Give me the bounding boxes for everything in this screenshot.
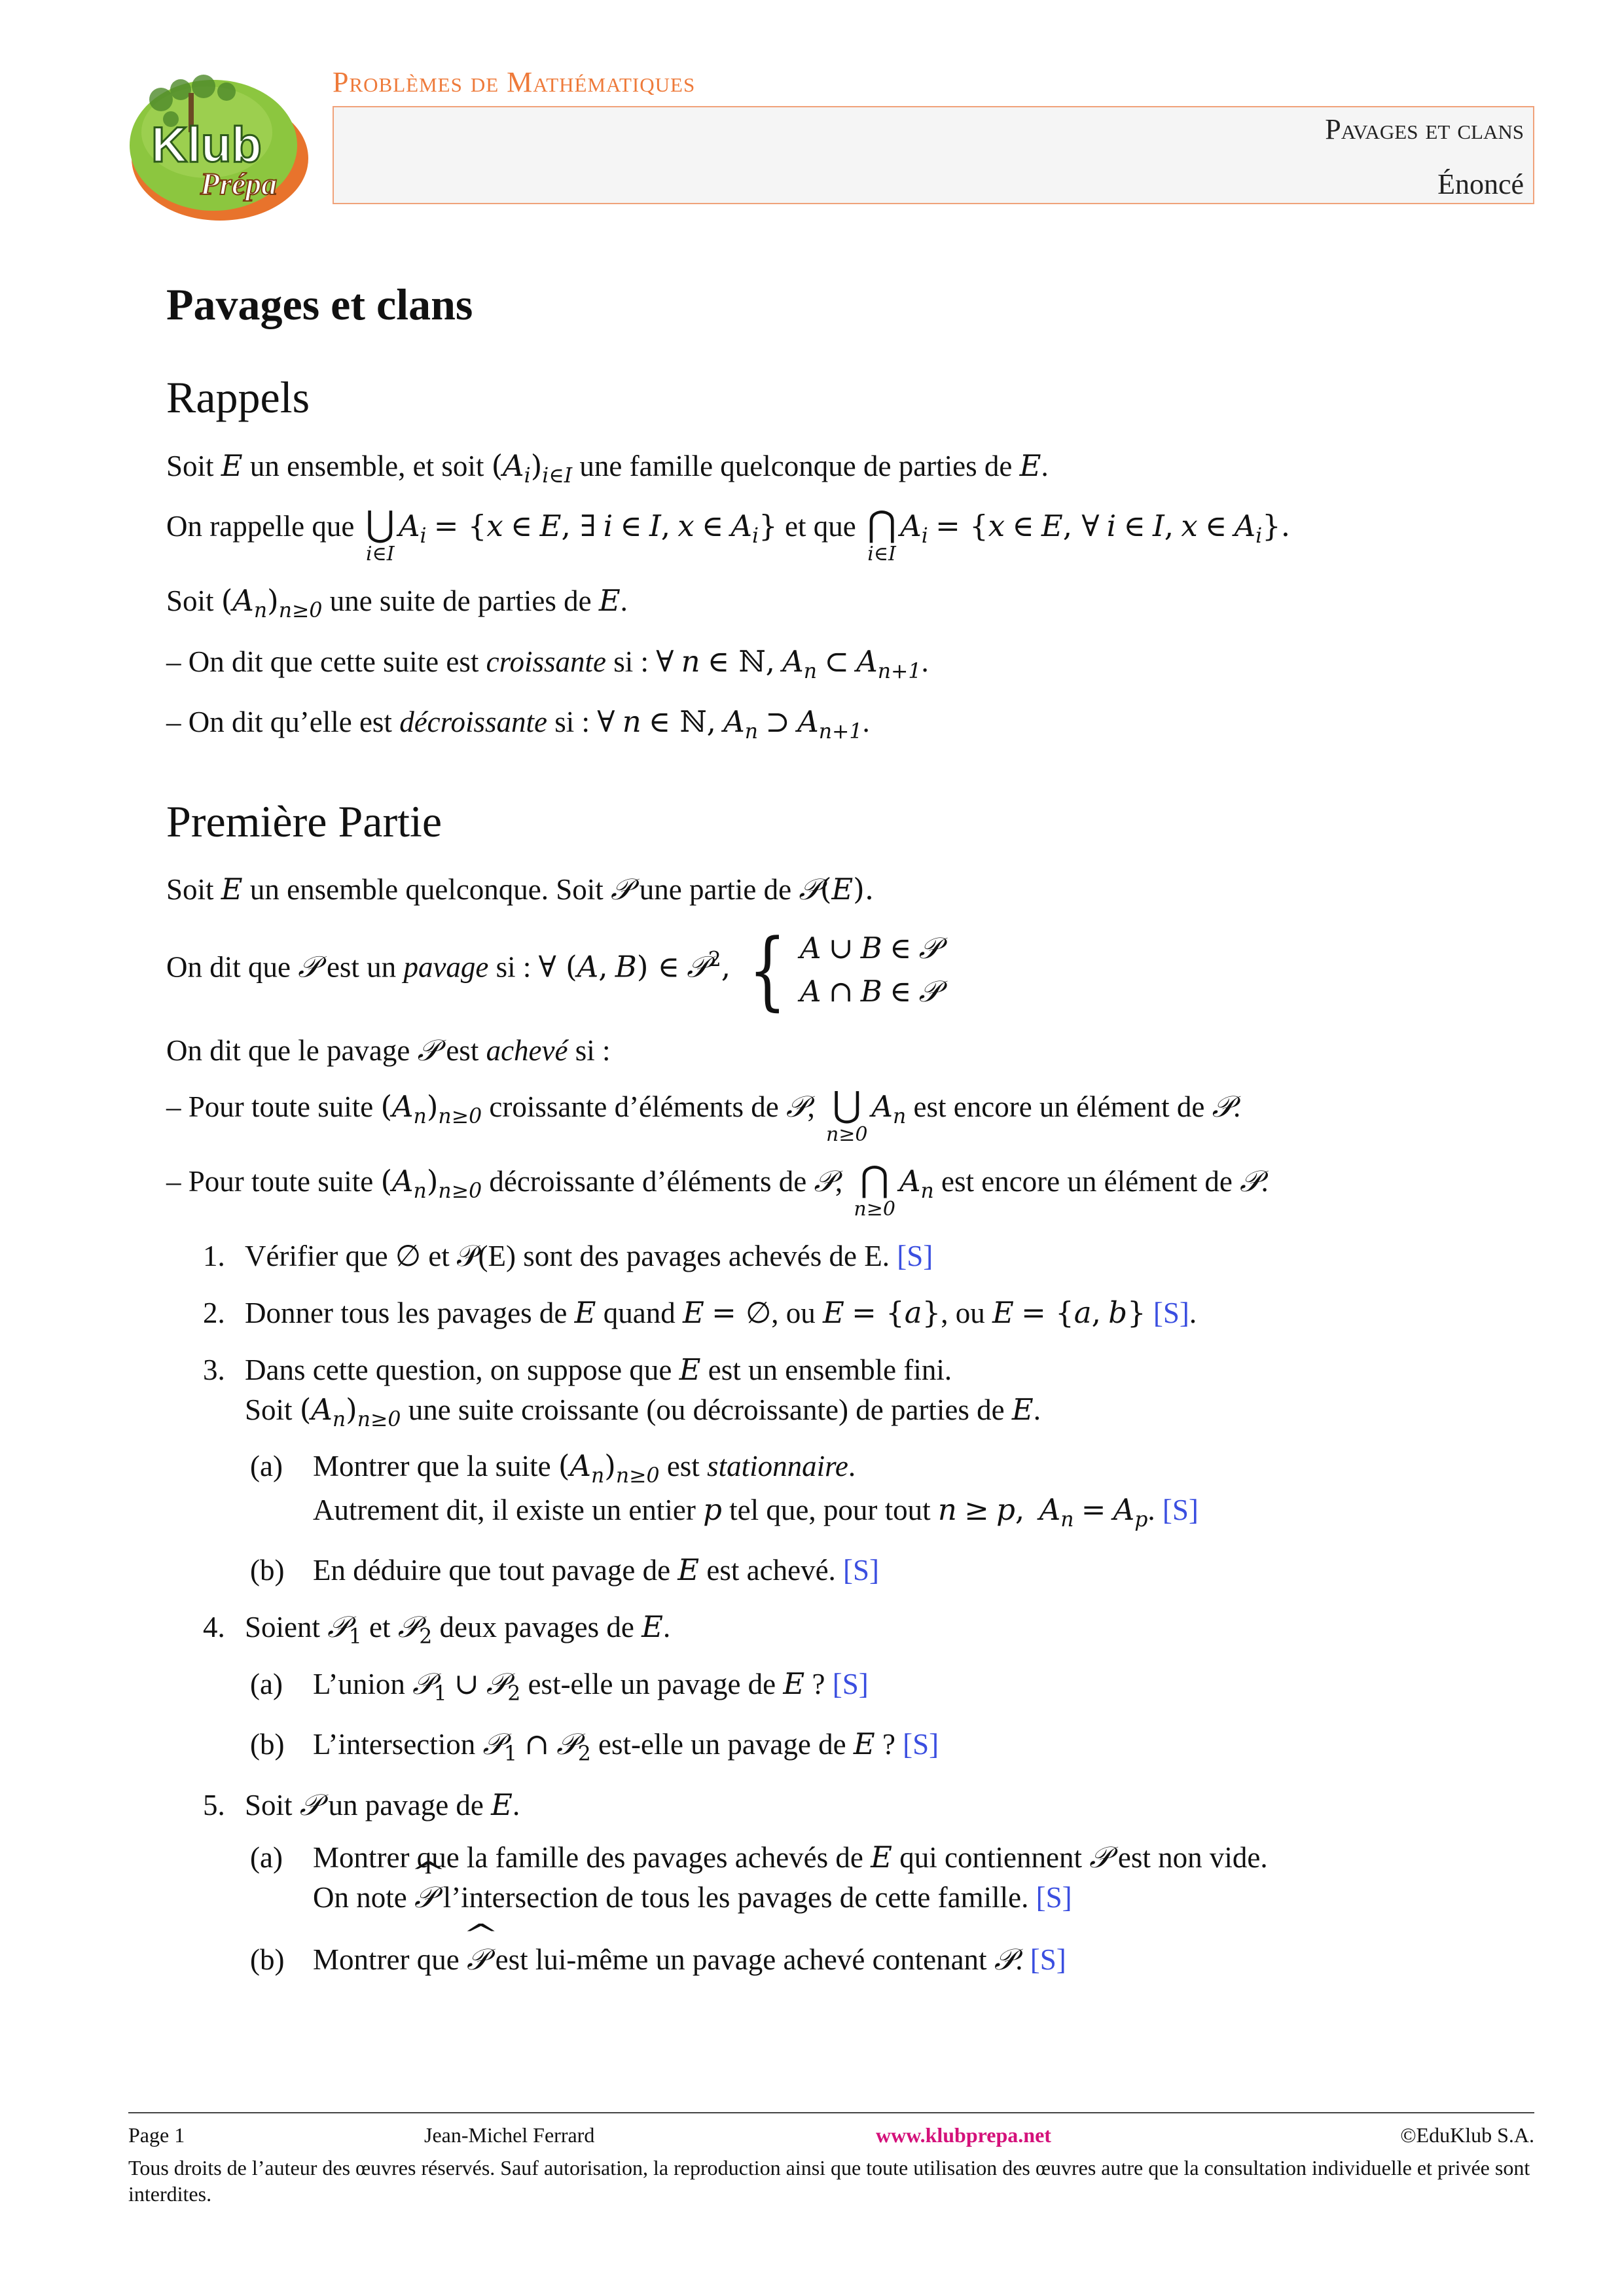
question-4-sublist [245, 1664, 1534, 1768]
rappels-decroissante: – On dit qu’elle est décroissante si : ∀ n ∈ ℕ, $A_n$ ⊃ $A_{n+1}$. [166, 704, 870, 744]
solution-link-q5b[interactable]: [S] [1030, 1943, 1066, 1976]
partie1-acheve-definition: On dit que le pavage 𝒫 est achevé si : [166, 1032, 611, 1067]
question-4b: (b) L’intersection 𝒫$_1$ ∩ 𝒫$_2$ est-elle un pavage de E ? [S] [250, 1727, 939, 1767]
footer-author: Jean-Michel Ferrard [424, 2123, 595, 2147]
question-3a: (a) Montrer que la suite $(A_n)_{n\ge 0}$ est stationnaire. Autrement dit, il existe un entier p tel que, pour tout n ≥ p, $A_n = A_p$. [S] [250, 1448, 1199, 1532]
footer-rights-notice: Tous droits de l’auteur des œuvres réservés. Sauf autorisation, la reproduction ainsi que toute utilisation des œuvres autre que la consultation individuelle et privée sont interdites. [128, 2156, 1530, 2206]
question-5b: (b) Montrer que ^ 𝒫 est lui-même un pavage achevé contenant 𝒫. [S] [241, 1940, 1530, 1980]
solution-link-q1[interactable]: [S] [897, 1240, 933, 1273]
solution-link-q4b[interactable]: [S] [903, 1728, 939, 1761]
question-3: 3. Dans cette question, on suppose que E est un ensemble fini. Soit $(A_n)_{n\ge 0}$ une suite croissante (ou décroissante) de parties de E. (a) Montrer que la suite $(A_n)_{n\ge 0}$ est stationnaire. Autrement dit, il existe un entier p tel que, pour tout n ≥ p, $A_n = A_p$. [S] (b) En déduire que tout pavage de E est achevé. [S] [166, 1350, 1534, 1590]
klubprepa-logo [115, 60, 312, 224]
footer-page-number: Page 1 [128, 2123, 185, 2147]
document-title: Pavages et clans [166, 279, 473, 329]
question-list [166, 1236, 1534, 1979]
solution-link-q3a[interactable]: [S] [1162, 1493, 1199, 1526]
partie1-pavage-definition: On dit que 𝒫 est un pavage si : ∀ (A, B) ∈ 𝒫$^2$, { A ∪ B ∈ 𝒫 A ∩ B ∈ 𝒫 [166, 920, 941, 1020]
question-2: 2. Donner tous les pavages de E quand E = ∅, ou E = {a}, ou E = {a, b} [S]. [203, 1295, 1197, 1331]
rappels-line-3: Soit $(A_n)_{n\ge 0}$ une suite de parties de E. [166, 583, 628, 623]
header-doc-type: Énoncé [1437, 168, 1524, 200]
solution-link-q5a[interactable]: [S] [1036, 1881, 1072, 1914]
footer-rule [128, 2112, 1534, 2113]
solution-link-q2[interactable]: [S] [1153, 1297, 1189, 1330]
solution-link-q4a[interactable]: [S] [832, 1667, 869, 1700]
partie1-line-1: Soit E un ensemble quelconque. Soit 𝒫 une partie de 𝒫(E). [166, 872, 875, 907]
header-box [333, 106, 1534, 204]
question-5-sublist [245, 1838, 1534, 1979]
header-doc-title: Pavages et clans [1325, 113, 1524, 145]
question-5a: (a) Montrer que la famille des pavages achevés de E qui contiennent 𝒫 est non vide. On note ^ 𝒫 l’intersection de tous les pavages de cette famille. [S] [241, 1838, 1530, 1918]
rappels-croissante: – On dit que cette suite est croissante si : ∀ n ∈ ℕ, $A_n$ ⊂ $A_{n+1}$. [166, 643, 929, 683]
partie1-intersection-condition: – Pour toute suite $(A_n)_{n\ge 0}$ décroissante d’éléments de 𝒫, ⋂ n≥0 $A_n$ est encore un élément de 𝒫. [166, 1158, 1269, 1221]
question-4: 4. Soient 𝒫$_1$ et 𝒫$_2$ deux pavages de E. (a) L’union 𝒫$_1$ ∪ 𝒫$_2$ est-elle un pavage de E ? [S] (b) L’intersection 𝒫$_1$ ∩ 𝒫$_2$ est-elle un pavage de E ? [S] [166, 1607, 1534, 1768]
section-partie1-heading: Première Partie [166, 796, 442, 846]
question-1: 1. Vérifier que ∅ et 𝒫(E) sont des pavages achevés de E. [S] [203, 1240, 933, 1273]
rappels-line-1: Soit E un ensemble, et soit $(A_i)_{i\in I}$ une famille quelconque de parties de E. [166, 448, 1049, 488]
footer-website-link[interactable]: www.klubprepa.net [876, 2123, 1051, 2147]
rappels-line-2: On rappelle que ⋃ i∈I $A_i = \{x$ ∈ E, ∃ i ∈ I, x ∈ $A_i$} et que ⋂ i∈I $A_i = \{x$ ∈ E, ∀ i ∈ I, x ∈ $A_i$}. [166, 503, 1291, 566]
question-4a: (a) L’union 𝒫$_1$ ∪ 𝒫$_2$ est-elle un pavage de E ? [S] [250, 1666, 869, 1706]
document-body [166, 275, 1534, 1997]
logo-word1: Klub [151, 117, 262, 173]
question-3-sublist [245, 1446, 1534, 1590]
logo-word2: Prépa [200, 167, 278, 202]
partie1-union-condition: – Pour toute suite $(A_n)_{n\ge 0}$ croissante d’éléments de 𝒫, ⋃ n≥0 $A_n$ est encore un élément de 𝒫. [166, 1084, 1241, 1147]
section-rappels-heading: Rappels [166, 372, 310, 422]
question-3b: (b) En déduire que tout pavage de E est achevé. [S] [250, 1552, 880, 1588]
question-5: 5. Soit 𝒫 un pavage de E. (a) Montrer que la famille des pavages achevés de E qui contiennent 𝒫 est non vide. On note ^ 𝒫 l’intersection de tous les pavages de cette famille. [S] (b) Montrer que ^ 𝒫 est lui-même un pavage achevé contenant 𝒫. [S] [166, 1785, 1534, 1980]
footer-copyright: ©EduKlub S.A. [1400, 2123, 1534, 2147]
solution-link-q3b[interactable]: [S] [843, 1554, 880, 1587]
header-title: Problèmes de Mathématiques [333, 66, 696, 98]
